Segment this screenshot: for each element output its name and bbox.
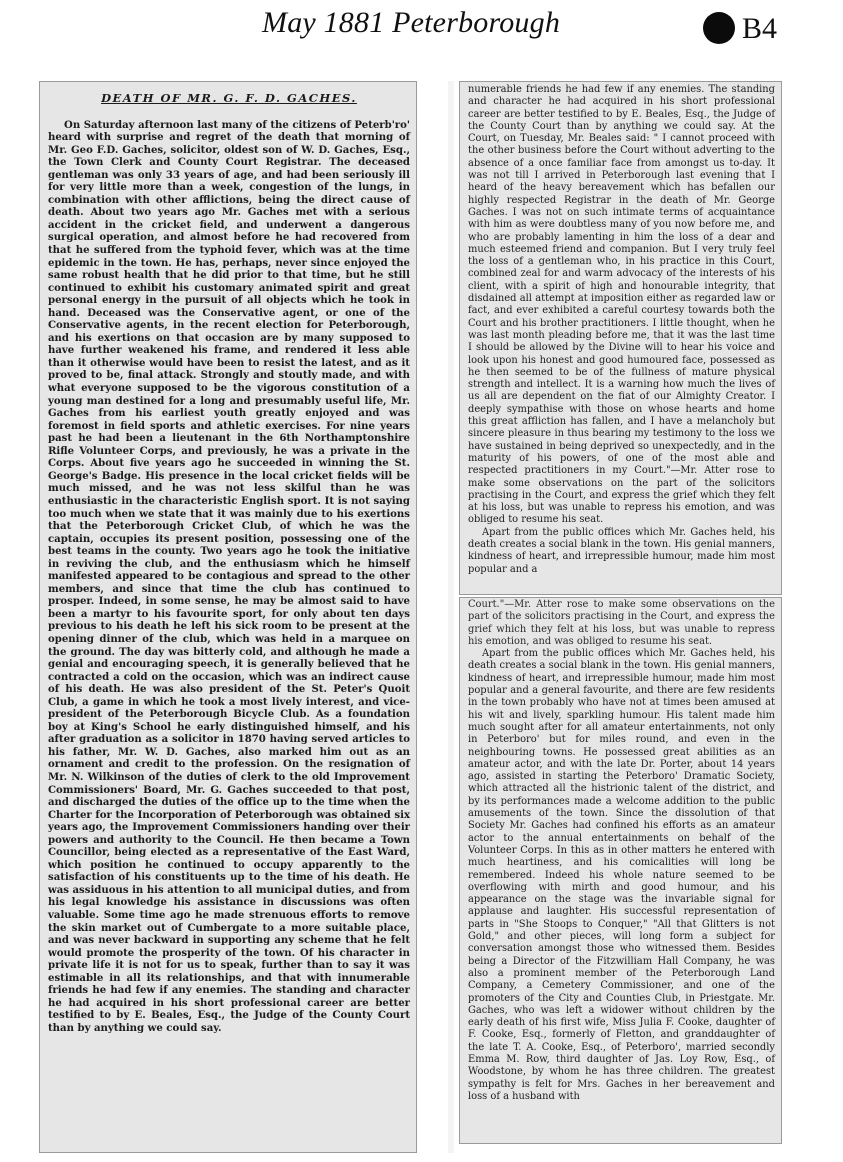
column-gap <box>448 81 454 1153</box>
clipping-right-top <box>459 81 782 595</box>
article-paragraph: Apart from the public offices which Mr. Gaches held, his death creates a social blank in the town. His genial manners, kindness of heart, and irrepressible humour, made him most popular and a <box>468 526 775 575</box>
page-title: May 1881 Peterborough <box>262 6 561 39</box>
article-headline: DEATH OF MR. G. F. D. GACHES. <box>101 91 357 105</box>
article-paragraph: On Saturday afternoon last many of the citizens of Peterb'ro' heard with surprise and regret of the death that morning of Mr. Geo F.D. Gaches, solicitor, oldest son of W. D. Gaches, Esq., the Town Clerk and County Court Registrar. The deceased gentleman was only 33 years of age, and had been seriously ill for very little more than a week, congestion of the lungs, in combination with other afflictions, being the direct cause of death. About two years ago Mr. Gaches met with a serious accident in the cricket field, and underwent a dangerous surgical operation, and almost before he had recovered from that he suffered from the typhoid fever, which was at the time epidemic in the town. He has, perhaps, never since enjoyed the same robust health that he did prior to that time, but he still continued to exhibit his customary animated spirit and great personal energy in the pursuit of all objects which he took in hand. Deceased was the Conservative agent, or one of the Conservative agents, in the recent election for Peterborough, and his exertions on that occasion are by many supposed to have further weakened his frame, and rendered it less able than it otherwise would have been to resist the latest, and as it proved to be, final attack. Strongly and stoutly made, and with what everyone supposed to be the vigorous constitution of a young man destined for a long and presumably useful life, Mr. Gaches from his earliest youth greatly enjoyed and was foremost in field sports and athletic exercises. For nine years past he had been a lieutenant in the 6th Northamptonshire Rifle Volunteer Corps, and previously, he was a private in the Corps. About five years ago he succeeded in winning the St. George's Badge. His presence in the local cricket fields will be much missed, and he was not less skilful than he was enthusiastic in the characteristic English sport. It is not saying too much when we state that it was mainly due to his exertions that the Peterborough Cricket Club, of which he was the captain, occupies its present position, possessing one of the best teams in the county. Two years ago he took the initiative in reviving the club, and the enthusiasm which he himself manifested appeared to be contagious and spread to the other members, and since that time the club has continued to prosper. Indeed, in some sense, he may be almost said to have been a martyr to his favourite sport, for only about ten days previous to his death he left his sick room to be present at the opening dinner of the club, which was held in a marquee on the ground. The day was bitterly cold, and although he made a genial and encouraging speech, it is generally believed that he contracted a cold on the occasion, which was an indirect cause of his death. He was also president of the St. Peter's Quoit Club, a game in which he took a most lively interest, and vice-president of the Peterborough Bicycle Club. As a foundation boy at King's School he early distinguished himself, and his after graduation as a solicitor in 1870 having served articles to his father, Mr. W. D. Gaches, also marked him out as an ornament and credit to the profession. On the resignation of Mr. N. Wilkinson of the duties of clerk to the old Improvement Commissioners' Board, Mr. G. Gaches succeeded to that post, and discharged the duties of the office up to the time when the Charter for the Incorporation of Peterborough was obtained six years ago, the Improvement Commissioners handing over their powers and authority to the Council. He then became a Town Councillor, being elected as a representative of the East Ward, which position he continued to occupy apparently to the satisfaction of his constituents up to the time of his death. He was assiduous in his attention to all municipal duties, and from his legal knowledge his assistance in discussions was often valuable. Some time ago he made strenuous efforts to remove the skin market out of Cumbergate to a more suitable place, and was never backward in supporting any scheme that he felt would promote the prosperity of the town. Of his character in private life it is not for us to speak, further than to say it was estimable in all its relationships, and that with innumerable friends he had few if any enemies. The standing and character he had acquired in his short professional career are better testified to by E. Beales, Esq., the Judge of the County Court than by anything we could say. <box>48 118 411 1034</box>
article-paragraph: Apart from the public offices which Mr. Gaches held, his death creates a social blank in the town. His genial manners, kindness of heart, and irrepressible humour, made him most popular and a general favourite, and there are few residents in the town probably who have not at times been amused at his wit and lively, sparkling humour. His talent made him much sought after for all amateur entertainments, not only in Peterboro' but for miles round, and even in the neighbouring towns. He possessed great abilities as an amateur actor, and with the late Dr. Porter, about 14 years ago, assisted in starting the Peterboro' Dramatic Society, which attracted all the histrionic talent of the district, and by its performances made a welcome addition to the public amusements of the town. Since the dissolution of that Society Mr. Gaches had confined his efforts as an amateur actor to the annual entertainments on behalf of the Volunteer Corps. In this as in other matters he entered with much heartiness, and his comicalities will long be remembered. Indeed his whole nature seemed to be overflowing with mirth and good humour, and his appearance on the stage was the invariable signal for applause and laughter. His successful representation of parts in "She Stoops to Conquer," "All that Glitters is not Gold," and other pieces, will long form a subject for conversation amongst those who witnessed them. Besides being a Director of the Fitzwilliam Hall Company, he was also a prominent member of the Peterborough Land Company, a Cemetery Commissioner, and one of the promoters of the City and Counties Club, in Priestgate. Mr. Gaches, who was left a widower without children by the early death of his first wife, Miss Julia F. Cooke, daughter of F. Cooke, Esq., formerly of Fletton, and granddaughter of the late T. A. Cooke, Esq., of Peterboro', married secondly Emma M. Row, third daughter of Jas. Loy Row, Esq., of Woodstone, by whom he has three children. The greatest sympathy is felt for Mrs. Gaches in her bereavement and loss of a husband with <box>468 648 775 1102</box>
clipping-right-bottom <box>459 597 782 1144</box>
overlap-fragment: Court."—Mr. Atter rose to make some observations on the part of the solicitors practising in the Court, and express the grief which they felt at his loss, but was unable to repress his emotion, and was obliged to resume his seat. <box>468 599 775 647</box>
clipping-left-column <box>39 81 417 1153</box>
article-paragraph: numerable friends he had few if any enemies. The standing and character he had acquired in his short professional career are better testified to by E. Beales, Esq., the Judge of the County Court than by anything we could say. At the Court, on Tuesday, Mr. Beales said: " I cannot proceed with the other business before the Court without adverting to the absence of a once familiar face from amongst us to-day. It was not till I arrived in Peterborough last evening that I heard of the heavy bereavement which has befallen our highly respected Registrar in the death of Mr. George Gaches. I was not on such intimate terms of acquaintance with him as were doubtless many of you now before me, and who are probably lamenting in him the loss of a dear and much esteemed friend and companion. But I very truly feel the loss of a gentleman who, in his practice in this Court, combined zeal for and warm advocacy of the interests of his client, with a spirit of high and honourable integrity, that disdained all attempt at imposition either as regarded law or fact, and ever exhibited a careful courtesy towards both the Court and his brother practitioners. I little thought, when he was last month pleading before me, that it was the last time I should be allowed by the Divine will to hear his voice and look upon his honest and good humoured face, possessed as he then seemed to be of the fullness of mature physical strength and intellect. It is a warning how much the lives of us all are dependent on the fiat of our Almighty Creator. I deeply sympathise with those on whose hearts and home this great affliction has fallen, and I have a melancholy but sincere pleasure in thus bearing my testimony to the loss we have sustained in being deprived so unexpectedly, and in the maturity of his powers, of one of the most able and respected practitioners in my Court."—Mr. Atter rose to make some observations on the part of the solicitors practising in the Court, and express the grief which they felt at his loss, but was unable to repress his emotion, and was obliged to resume his seat. <box>468 84 775 526</box>
page-marker-dot <box>703 12 735 44</box>
page-code-label: B4 <box>742 12 778 45</box>
